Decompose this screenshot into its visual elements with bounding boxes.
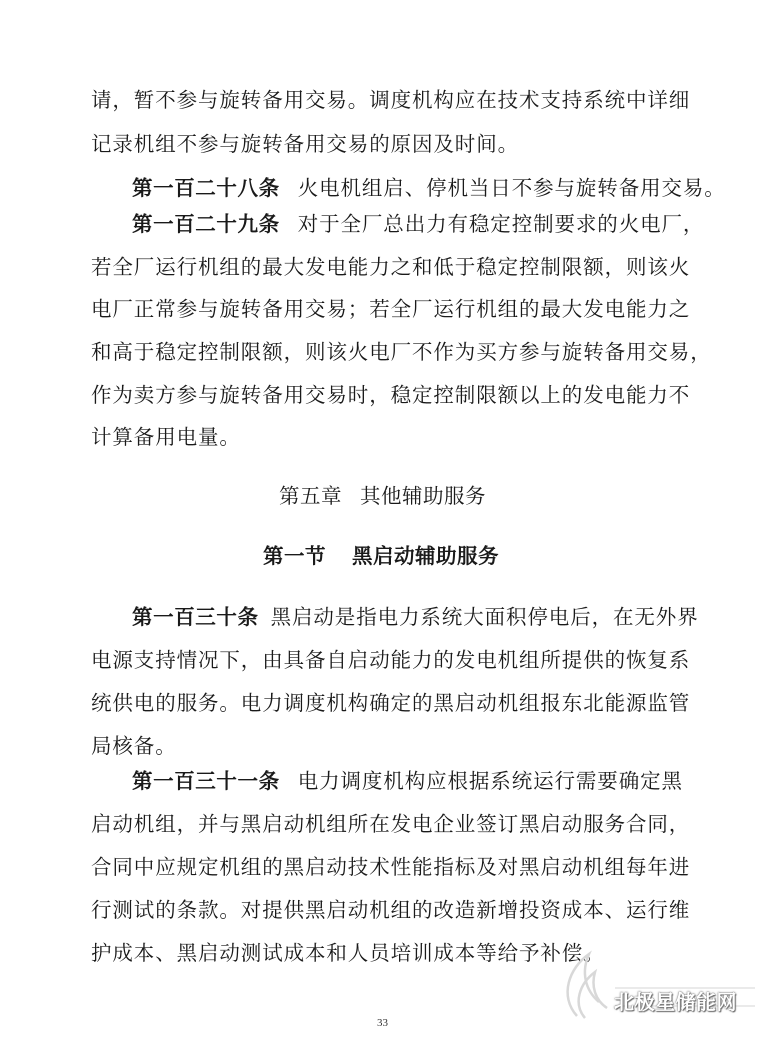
article-number: 第一百三十一条 xyxy=(132,769,280,793)
chapter-heading xyxy=(279,482,486,510)
paragraph-line: 和高于稳定控制限额，则该火电厂不作为买方参与旋转备用交易， xyxy=(91,340,712,364)
article-number: 第一百二十九条 xyxy=(132,212,280,236)
paragraph-line: 记录机组不参与旋转备用交易的原因及时间。 xyxy=(91,132,519,156)
paragraph-line: 统供电的服务。电力调度机构确定的黑启动机组报东北能源监管 xyxy=(91,691,691,715)
article-number: 第一百三十条 xyxy=(132,605,259,629)
paragraph-line: 行测试的条款。对提供黑启动机组的改造新增投资成本、运行维 xyxy=(91,898,691,922)
watermark-text: 北极星储能网 xyxy=(614,990,737,1014)
paragraph-line: 火电机组启、停机当日不参与旋转备用交易。 xyxy=(297,176,726,200)
paragraph-line: 黑启动是指电力系统大面积停电后，在无外界 xyxy=(270,605,699,629)
section-number: 第一节 xyxy=(263,544,326,568)
article-128 xyxy=(132,174,726,202)
paragraph-line: 启动机组，并与黑启动机组所在发电企业签订黑启动服务合同， xyxy=(91,812,691,836)
paragraph-line: 电源支持情况下，由具备自启动能力的发电机组所提供的恢复系 xyxy=(91,648,691,672)
paragraph-line: 合同中应规定机组的黑启动技术性能指标及对黑启动机组每年进 xyxy=(91,855,691,879)
paragraph-line: 计算备用电量。 xyxy=(91,425,241,449)
paragraph-line: 护成本、黑启动测试成本和人员培训成本等给予补偿。 xyxy=(91,941,605,965)
article-130 xyxy=(132,603,699,631)
article-number: 第一百二十八条 xyxy=(132,176,280,200)
paragraph-line: 局核备。 xyxy=(91,734,177,758)
paragraph-line: 作为卖方参与旋转备用交易时，稳定控制限额以上的发电能力不 xyxy=(91,383,691,407)
article-131 xyxy=(132,767,683,795)
paragraph-line: 若全厂运行机组的最大发电能力之和低于稳定控制限额，则该火 xyxy=(91,255,691,279)
chapter-number: 第五章 xyxy=(279,484,342,508)
section-title: 黑启动辅助服务 xyxy=(352,544,499,568)
paragraph-line: 对于全厂总出力有稳定控制要求的火电厂， xyxy=(297,212,705,236)
chapter-title: 其他辅助服务 xyxy=(360,484,486,508)
page-number: 33 xyxy=(377,1017,388,1029)
paragraph-line: 电厂正常参与旋转备用交易；若全厂运行机组的最大发电能力之 xyxy=(91,297,691,321)
paragraph-line: 电力调度机构应根据系统运行需要确定黑 xyxy=(297,769,683,793)
paragraph-line: 请，暂不参与旋转备用交易。调度机构应在技术支持系统中详细 xyxy=(91,88,691,112)
article-129 xyxy=(132,210,704,238)
section-heading xyxy=(263,542,499,570)
